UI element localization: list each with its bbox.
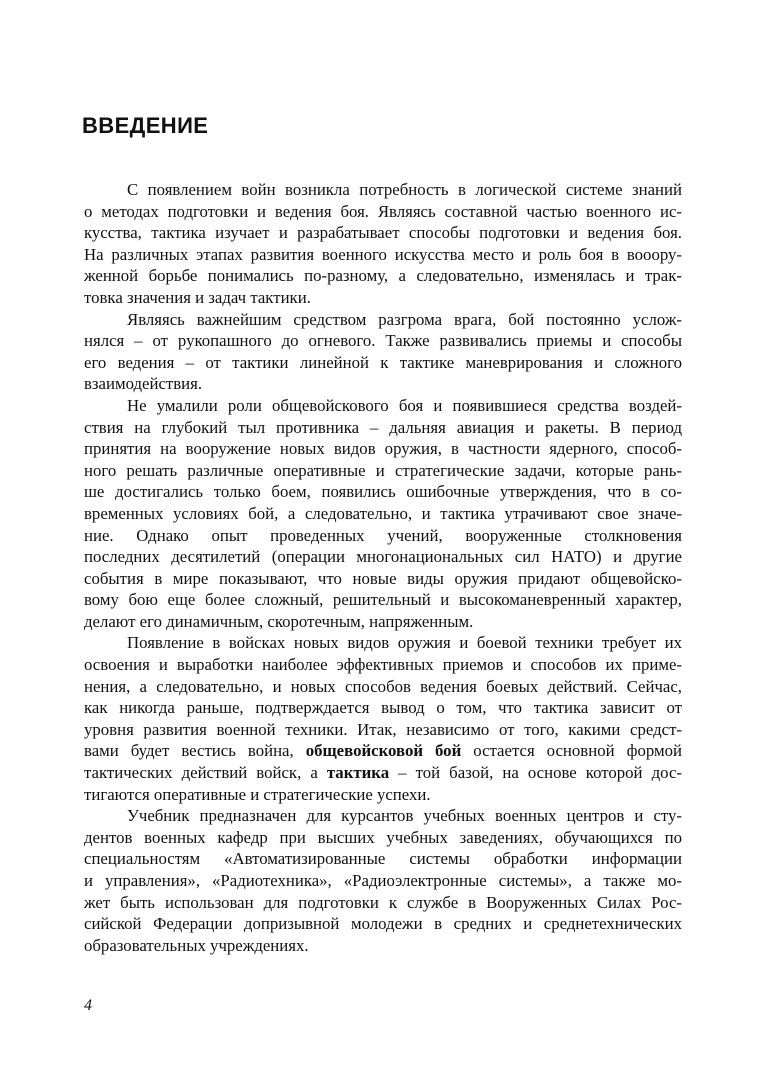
text-line: делают его динамичным, скоротечным, напряженным. [84, 611, 474, 631]
text-line: С появлением войн возникла потребность в логической системе знаний [127, 180, 682, 199]
text-line: ние. Однако опыт проведенных учений, вооруженные столкновения [84, 525, 682, 545]
text-line: товка значения и задач тактики. [84, 287, 311, 307]
text-line: освоения и выработки наиболее эффективных приемов и способов их приме- [84, 655, 682, 675]
text-line: ствия на глубокий тыл противника – дальняя авиация и ракеты. В период [84, 417, 682, 437]
text-line: события в мире показывают, что новые виды оружия придают общевойско- [84, 568, 682, 588]
text-line: образовательных учреждениях. [84, 935, 309, 955]
text-line: тигаются оперативные и стратегические успехи. [84, 784, 431, 804]
paragraph [84, 632, 682, 805]
text-line: На различных этапах развития военного искусства место и роль боя в вооору- [84, 244, 682, 264]
text-line [84, 762, 682, 784]
text-line: ного решать различные оперативные и стратегические задачи, которые рань- [84, 460, 682, 480]
text-line: Учебник предназначен для курсантов учебных военных центров и сту- [127, 806, 682, 826]
text-line: взаимодействия. [84, 374, 203, 394]
text-line [84, 740, 682, 762]
text-line: женной борьбе понимались по-разному, а следовательно, изменялась и трак- [84, 266, 682, 286]
text-segment: вами будет вестись война, [84, 741, 306, 761]
chapter-heading: ВВЕДЕНИЕ [82, 113, 209, 138]
text-line: последних десятилетий (операции многонациональных сил НАТО) и другие [84, 547, 682, 567]
text-line: уровня развития военной техники. Итак, независимо от того, какими средст- [84, 719, 682, 739]
paragraph [84, 395, 682, 633]
text-line: жет быть использован для подготовки к службе в Вооруженных Силах Рос- [84, 892, 682, 912]
text-line: Появление в войсках новых видов оружия и боевой техники требует их [127, 633, 682, 653]
bold-term: общевойсковой бой [305, 741, 462, 761]
page-number: 4 [84, 997, 92, 1014]
bold-term: тактика [326, 763, 390, 783]
text-line: о методах подготовки и ведения боя. Являясь составной частью военного ис- [84, 201, 682, 221]
paragraph [84, 805, 682, 956]
text-segment: тактических действий войск, а [84, 763, 327, 783]
text-line: нялся – от рукопашного до огневого. Также развивались приемы и способы [84, 331, 682, 351]
text-segment: остается основной формой [461, 741, 682, 761]
text-line: и управления», «Радиотехника», «Радиоэлектронные системы», а также мо- [84, 871, 682, 890]
paragraph [84, 179, 682, 309]
paragraph [84, 309, 682, 395]
text-line: кусства, тактика изучает и разрабатывает способы подготовки и ведения боя. [84, 223, 682, 243]
text-line: как никогда раньше, подтверждается вывод о том, что тактика зависит от [84, 698, 682, 718]
text-line: временных условиях бой, а следовательно, и тактика утрачивают свое значе- [84, 503, 682, 523]
text-line: сийской Федерации допризывной молодежи в средних и среднетехнических [84, 914, 682, 934]
text-line: его ведения – от тактики линейной к тактике маневрирования и сложного [84, 352, 682, 372]
text-line: специальностям «Автоматизированные системы обработки информации [84, 849, 682, 869]
text-line: принятия на вооружение новых видов оружия, в частности ядерного, способ- [84, 439, 682, 459]
text-segment: – той базой, на основе которой дос- [389, 763, 682, 783]
text-line: Являясь важнейшим средством разгрома врага, бой постоянно услож- [127, 309, 682, 329]
text-line: нения, а следовательно, и новых способов ведения боевых действий. Сейчас, [84, 676, 682, 696]
body-text [84, 179, 682, 956]
text-line: дентов военных кафедр при высших учебных заведениях, обучающихся по [84, 827, 682, 847]
text-line: вому бою еще более сложный, решительный и высокоманевренный характер, [84, 590, 682, 610]
text-line: ше достигались только боем, появились ошибочные утверждения, что в со- [84, 482, 682, 502]
text-line: Не умалили роли общевойскового боя и появившиеся средства воздей- [127, 395, 682, 415]
